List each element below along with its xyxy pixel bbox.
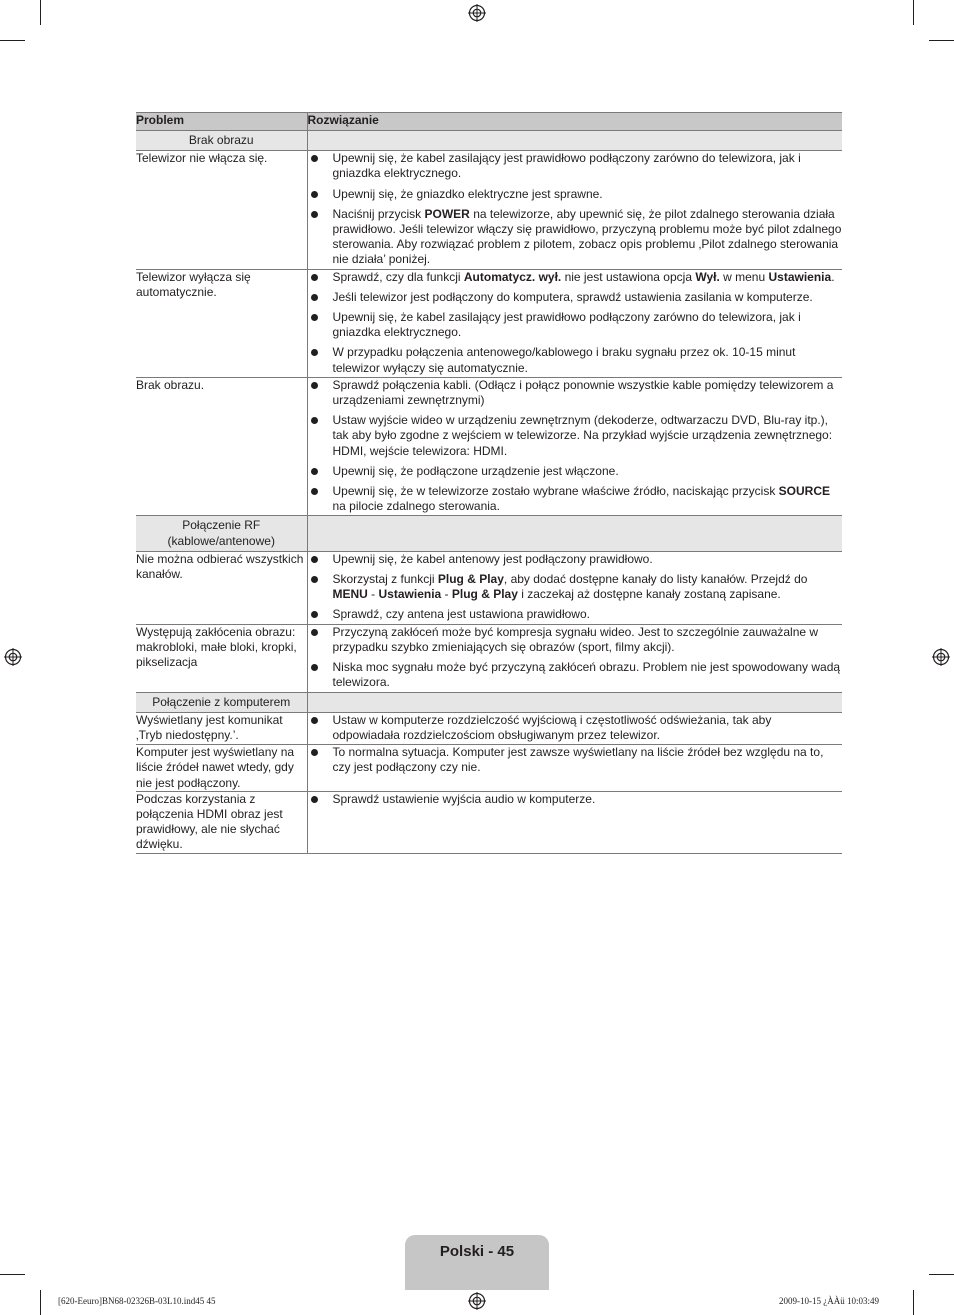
section-header-row <box>136 516 842 551</box>
bullet-icon <box>311 382 318 389</box>
list-item <box>308 413 843 459</box>
solution-cell <box>307 551 842 624</box>
solution-cell <box>307 377 842 516</box>
list-item <box>308 607 843 622</box>
problem-cell: Wyświetlany jest komunikat ‚Tryb niedostępny.’. <box>136 712 307 744</box>
solution-list <box>308 378 843 515</box>
troubleshooting-table <box>136 112 842 854</box>
problem-cell: Brak obrazu. <box>136 377 307 516</box>
registration-mark-icon <box>468 4 486 22</box>
list-item <box>308 151 843 181</box>
solution-cell <box>307 712 842 744</box>
list-item <box>308 660 843 690</box>
solution-list <box>308 270 843 376</box>
bullet-icon <box>311 629 318 636</box>
bullet-icon <box>311 191 318 198</box>
table-header-row <box>136 113 842 131</box>
solution-cell <box>307 745 842 792</box>
list-item <box>308 792 843 807</box>
solution-text: Sprawdź, czy antena jest ustawiona prawidłowo. <box>332 607 590 622</box>
problem-cell: Telewizor wyłącza się automatycznie. <box>136 269 307 377</box>
solution-list <box>308 552 843 623</box>
list-item <box>308 464 843 479</box>
bullet-icon <box>311 488 318 495</box>
section-empty-cell <box>307 131 842 151</box>
bullet-icon <box>311 717 318 724</box>
list-item <box>308 290 843 305</box>
bullet-icon <box>311 155 318 162</box>
section-empty-cell <box>307 516 842 551</box>
solution-text: Niska moc sygnału może być przyczyną zakłóceń obrazu. Problem nie jest spowodowany wadą telewizora. <box>332 660 841 690</box>
solution-text: Ustaw w komputerze rozdzielczość wyjściową i częstotliwość odświeżania, tak aby odpowiadała rozdzielczościom obsługiwanym przez telewizor. <box>332 712 772 742</box>
crop-mark <box>0 40 25 41</box>
solution-text: Przyczyną zakłóceń może być kompresja sygnału wideo. Jest to szczególnie zauważalne w przypadku szybko zmieniających się obrazów (sport, filmy akcji). <box>332 624 819 654</box>
registration-mark-icon <box>4 648 22 666</box>
table-row <box>136 712 842 744</box>
solution-text: Upewnij się, że podłączone urządzenie jest włączone. <box>332 463 619 478</box>
table-row <box>136 377 842 516</box>
solution-text: Sprawdź, czy dla funkcji Automatycz. wył. nie jest ustawiona opcja Wył. w menu Ustawienia. <box>332 269 835 284</box>
bullet-icon <box>311 314 318 321</box>
list-item <box>308 378 843 408</box>
registration-mark-icon <box>932 648 950 666</box>
section-empty-cell <box>307 692 842 712</box>
table-row <box>136 151 842 269</box>
problem-cell: Występują zakłócenia obrazu: makrobloki, małe bloki, kropki, pikselizacja <box>136 624 307 692</box>
bullet-icon <box>311 611 318 618</box>
solution-text: W przypadku połączenia antenowego/kablowego i braku sygnału przez ok. 10-15 minut telewizor wyłączy się automatycznie. <box>332 345 796 375</box>
crop-mark <box>40 0 41 25</box>
crop-mark <box>929 40 954 41</box>
crop-mark <box>913 0 914 25</box>
bullet-icon <box>311 576 318 583</box>
crop-mark <box>0 1274 25 1275</box>
bullet-icon <box>311 664 318 671</box>
list-item <box>308 345 843 375</box>
table-row <box>136 551 842 624</box>
solution-text: Upewnij się, że kabel antenowy jest podłączony prawidłowo. <box>332 551 653 566</box>
solution-list <box>308 151 843 267</box>
bullet-icon <box>311 468 318 475</box>
bullet-icon <box>311 556 318 563</box>
bullet-icon <box>311 294 318 301</box>
problem-cell: Nie można odbierać wszystkich kanałów. <box>136 551 307 624</box>
solution-text: Skorzystaj z funkcji Plug & Play, aby dodać dostępne kanały do listy kanałów. Przejdź do MENU - Ustawienia - Plug & Play i zaczekaj aż dostępne kanały zostaną zapisane. <box>332 572 808 602</box>
page-label: Polski - 45 <box>439 1243 515 1260</box>
table-row <box>136 624 842 692</box>
table-row <box>136 791 842 853</box>
list-item <box>308 572 843 602</box>
bullet-icon <box>311 417 318 424</box>
list-item <box>308 713 843 743</box>
section-title: Połączenie RF (kablowe/antenowe) <box>136 516 307 551</box>
bullet-icon <box>311 274 318 281</box>
list-item <box>308 310 843 340</box>
solution-text: Upewnij się, że kabel zasilający jest prawidłowo podłączony zarówno do telewizora, jak i gniazdka elektrycznego. <box>332 151 801 181</box>
solution-text: Sprawdź ustawienie wyjścia audio w komputerze. <box>332 791 596 806</box>
solution-text: Sprawdź połączenia kabli. (Odłącz i połącz ponownie wszystkie kable pomiędzy telewizorem a urządzeniami zewnętrznymi) <box>332 377 834 408</box>
solution-text: To normalna sytuacja. Komputer jest zawsze wyświetlany na liście źródeł bez względu na to, czy jest podłączony czy nie. <box>332 745 824 775</box>
solution-list <box>308 792 843 807</box>
list-item <box>308 207 843 268</box>
solution-text: Jeśli telewizor jest podłączony do komputera, sprawdź ustawienia zasilania w komputerze. <box>332 289 813 304</box>
solution-text: Upewnij się, że gniazdko elektryczne jest sprawne. <box>332 186 603 201</box>
section-header-row <box>136 692 842 712</box>
bullet-icon <box>311 349 318 356</box>
bullet-icon <box>311 796 318 803</box>
list-item <box>308 187 843 202</box>
bullet-icon <box>311 749 318 756</box>
problem-cell: Telewizor nie włącza się. <box>136 151 307 269</box>
solution-cell <box>307 624 842 692</box>
list-item <box>308 625 843 655</box>
section-title: Brak obrazu <box>136 131 307 151</box>
list-item <box>308 484 843 514</box>
file-slug: [620-Eeuro]BN68-02326B-03L10.ind45 45 <box>58 1296 216 1306</box>
problem-cell: Podczas korzystania z połączenia HDMI obraz jest prawidłowy, ale nie słychać dźwięku. <box>136 791 307 853</box>
list-item <box>308 552 843 567</box>
section-title: Połączenie z komputerem <box>136 692 307 712</box>
table-body <box>136 131 842 854</box>
table-row <box>136 269 842 377</box>
section-header-row <box>136 131 842 151</box>
crop-mark <box>40 1290 41 1315</box>
solution-cell <box>307 269 842 377</box>
registration-mark-icon <box>468 1292 486 1310</box>
page-number-tab <box>405 1235 549 1290</box>
solution-text: Upewnij się, że w telewizorze zostało wybrane właściwe źródło, naciskając przycisk SOURCE na pilocie zdalnego sterowania. <box>332 484 831 514</box>
solution-text: Upewnij się, że kabel zasilający jest prawidłowo podłączony zarówno do telewizora, jak i gniazdka elektrycznego. <box>332 310 801 340</box>
list-item <box>308 270 843 285</box>
header-solution: Rozwiązanie <box>307 113 842 131</box>
problem-cell: Komputer jest wyświetlany na liście źródeł nawet wtedy, gdy nie jest podłączony. <box>136 745 307 792</box>
crop-mark <box>929 1274 954 1275</box>
solution-list <box>308 745 843 775</box>
print-timestamp: 2009-10-15 ¿ÀÀü 10:03:49 <box>779 1296 879 1306</box>
header-problem: Problem <box>136 113 307 131</box>
table-row <box>136 745 842 792</box>
crop-mark <box>913 1290 914 1315</box>
list-item <box>308 745 843 775</box>
solution-list <box>308 625 843 691</box>
solution-text: Ustaw wyjście wideo w urządzeniu zewnętrznym (dekoderze, odtwarzaczu DVD, Blu-ray itp.), tak aby było zgodne z wejściem w telewizorze. Na przykład wyjście urządzenia zewnętrznego: HDMI, wejście telewizora: HDMI. <box>332 413 833 458</box>
solution-list <box>308 713 843 743</box>
solution-text: Naciśnij przycisk POWER na telewizorze, aby upewnić się, że pilot zdalnego sterowania działa prawidłowo. Jeśli telewizor włączy się prawidłowo, przyczyną problemu może być pilot zdalnego sterowania. Aby rozwiązać problem z pilotem, zobacz opis problemu ‚Pilot zdalnego sterowania nie działa’ poniżej. <box>332 206 842 267</box>
bullet-icon <box>311 211 318 218</box>
solution-cell <box>307 791 842 853</box>
solution-cell <box>307 151 842 269</box>
